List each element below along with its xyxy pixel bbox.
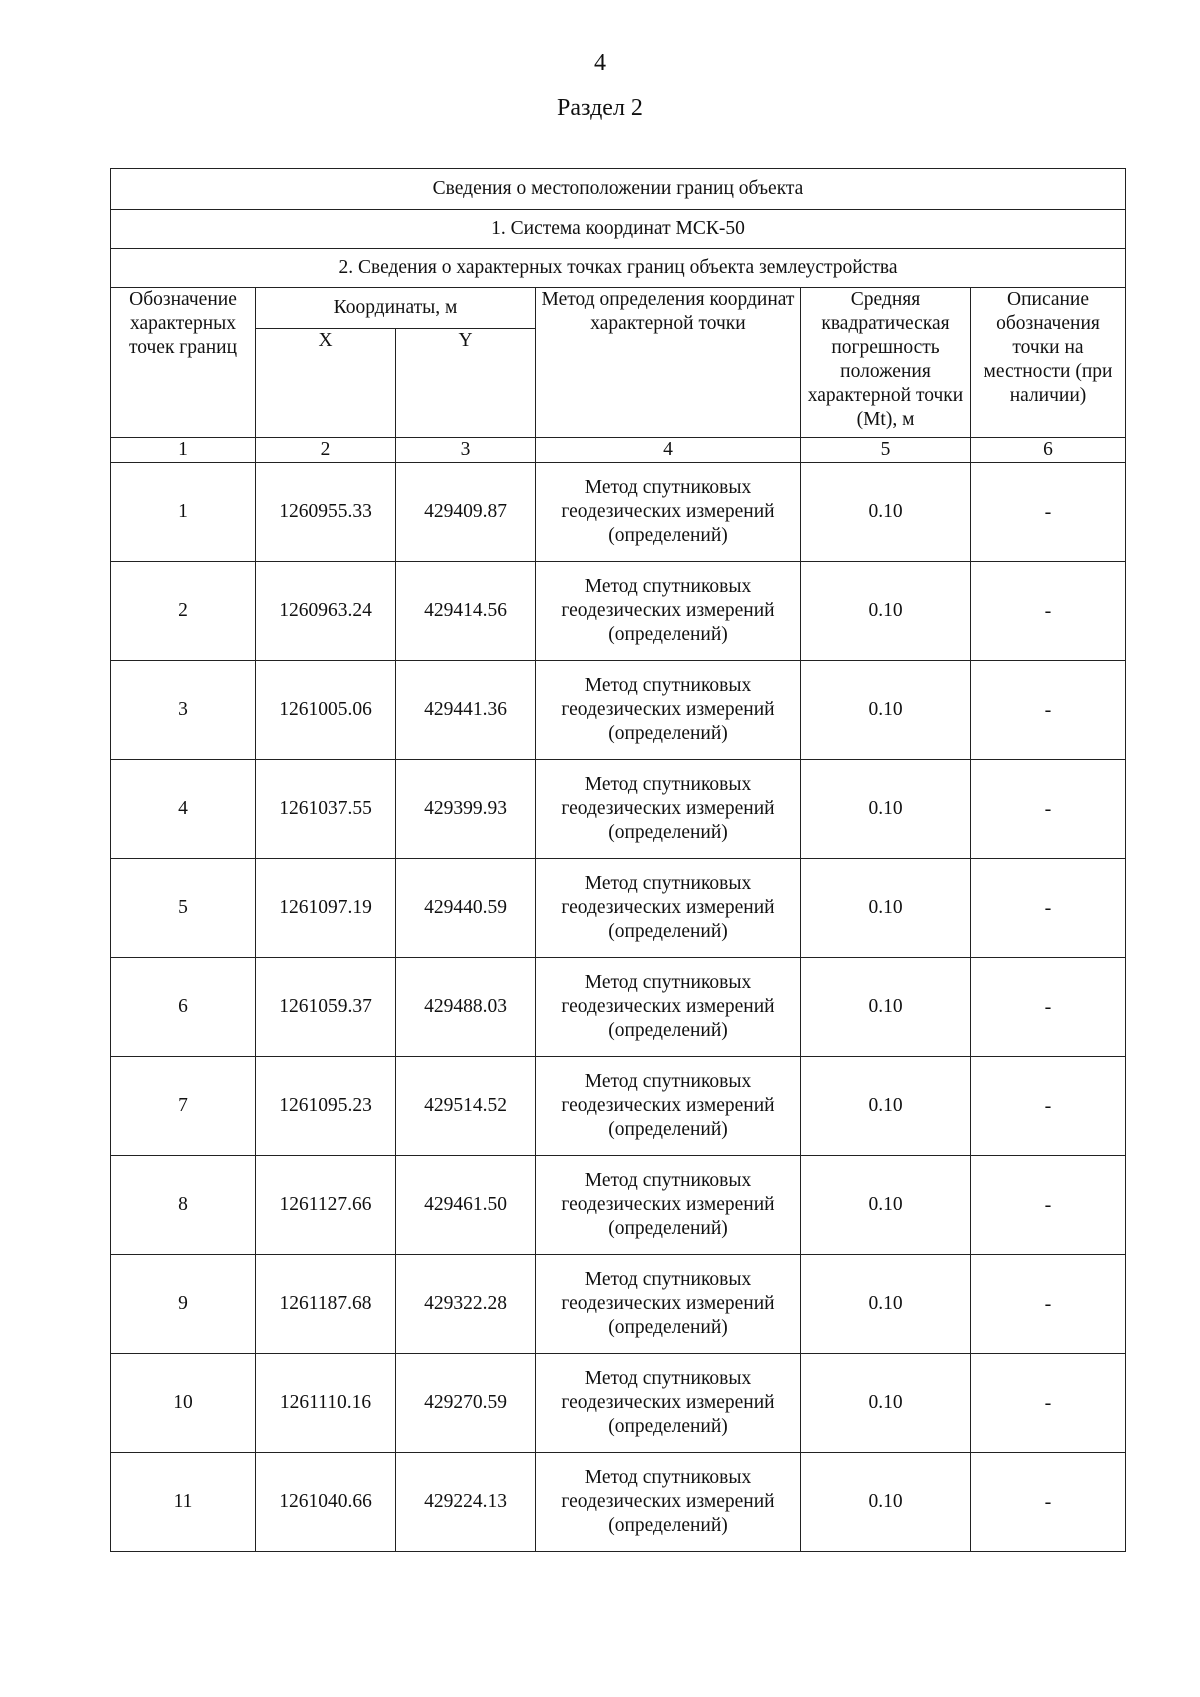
column-numbers-row <box>111 438 1126 463</box>
coord-y-cell: 429461.50 <box>396 1156 536 1255</box>
table-caption: Сведения о местоположении границ объекта <box>111 169 1126 210</box>
method-cell: Метод спутниковых геодезических измерений (определений) <box>536 463 801 562</box>
description-cell: - <box>971 1156 1126 1255</box>
coord-y-cell: 429414.56 <box>396 562 536 661</box>
error-cell: 0.10 <box>801 859 971 958</box>
point-id-cell: 10 <box>111 1354 256 1453</box>
table-row <box>111 1057 1126 1156</box>
method-cell: Метод спутниковых геодезических измерений (определений) <box>536 1156 801 1255</box>
method-cell: Метод спутниковых геодезических измерений (определений) <box>536 1354 801 1453</box>
method-cell: Метод спутниковых геодезических измерений (определений) <box>536 562 801 661</box>
header-description: Описание обозначения точки на местности (при наличии) <box>971 288 1126 438</box>
description-cell: - <box>971 1354 1126 1453</box>
point-id-cell: 3 <box>111 661 256 760</box>
coord-y-cell: 429224.13 <box>396 1453 536 1552</box>
error-cell: 0.10 <box>801 661 971 760</box>
table-row <box>111 562 1126 661</box>
description-cell: - <box>971 859 1126 958</box>
coord-y-cell: 429441.36 <box>396 661 536 760</box>
description-cell: - <box>971 1453 1126 1552</box>
coord-y-cell: 429488.03 <box>396 958 536 1057</box>
description-cell: - <box>971 760 1126 859</box>
error-cell: 0.10 <box>801 1453 971 1552</box>
coord-x-cell: 1260963.24 <box>256 562 396 661</box>
column-number: 1 <box>111 438 256 463</box>
header-x: X <box>256 329 396 438</box>
point-id-cell: 11 <box>111 1453 256 1552</box>
header-error: Средняя квадратическая погрешность положения характерной точки (Mt), м <box>801 288 971 438</box>
coord-y-cell: 429399.93 <box>396 760 536 859</box>
column-number: 5 <box>801 438 971 463</box>
method-cell: Метод спутниковых геодезических измерений (определений) <box>536 859 801 958</box>
points-section-title: 2. Сведения о характерных точках границ объекта землеустройства <box>111 249 1126 288</box>
coord-y-cell: 429322.28 <box>396 1255 536 1354</box>
coord-x-cell: 1260955.33 <box>256 463 396 562</box>
table-row <box>111 760 1126 859</box>
table-row <box>111 1453 1126 1552</box>
error-cell: 0.10 <box>801 1156 971 1255</box>
header-y: Y <box>396 329 536 438</box>
coord-x-cell: 1261059.37 <box>256 958 396 1057</box>
table-row <box>111 1354 1126 1453</box>
coord-y-cell: 429440.59 <box>396 859 536 958</box>
error-cell: 0.10 <box>801 463 971 562</box>
header-designation: Обозначение характерных точек границ <box>111 288 256 438</box>
method-cell: Метод спутниковых геодезических измерений (определений) <box>536 661 801 760</box>
boundary-points-table <box>110 168 1126 1552</box>
column-number: 6 <box>971 438 1126 463</box>
page-number: 4 <box>594 50 606 76</box>
table-row <box>111 859 1126 958</box>
point-id-cell: 6 <box>111 958 256 1057</box>
point-id-cell: 8 <box>111 1156 256 1255</box>
error-cell: 0.10 <box>801 958 971 1057</box>
coord-x-cell: 1261097.19 <box>256 859 396 958</box>
description-cell: - <box>971 562 1126 661</box>
method-cell: Метод спутниковых геодезических измерений (определений) <box>536 760 801 859</box>
description-cell: - <box>971 958 1126 1057</box>
coord-y-cell: 429409.87 <box>396 463 536 562</box>
table-row <box>111 958 1126 1057</box>
point-id-cell: 5 <box>111 859 256 958</box>
header-method: Метод определения координат характерной точки <box>536 288 801 438</box>
table-row <box>111 463 1126 562</box>
point-id-cell: 9 <box>111 1255 256 1354</box>
point-id-cell: 1 <box>111 463 256 562</box>
description-cell: - <box>971 1057 1126 1156</box>
coord-x-cell: 1261127.66 <box>256 1156 396 1255</box>
coord-y-cell: 429270.59 <box>396 1354 536 1453</box>
method-cell: Метод спутниковых геодезических измерений (определений) <box>536 958 801 1057</box>
coord-y-cell: 429514.52 <box>396 1057 536 1156</box>
column-number: 4 <box>536 438 801 463</box>
error-cell: 0.10 <box>801 760 971 859</box>
point-id-cell: 4 <box>111 760 256 859</box>
error-cell: 0.10 <box>801 1057 971 1156</box>
coord-x-cell: 1261110.16 <box>256 1354 396 1453</box>
table-row <box>111 1156 1126 1255</box>
description-cell: - <box>971 1255 1126 1354</box>
coord-x-cell: 1261040.66 <box>256 1453 396 1552</box>
coord-x-cell: 1261095.23 <box>256 1057 396 1156</box>
coordinate-system: 1. Система координат МСК-50 <box>111 210 1126 249</box>
point-id-cell: 7 <box>111 1057 256 1156</box>
error-cell: 0.10 <box>801 562 971 661</box>
error-cell: 0.10 <box>801 1255 971 1354</box>
column-number: 3 <box>396 438 536 463</box>
method-cell: Метод спутниковых геодезических измерений (определений) <box>536 1453 801 1552</box>
description-cell: - <box>971 463 1126 562</box>
method-cell: Метод спутниковых геодезических измерений (определений) <box>536 1057 801 1156</box>
description-cell: - <box>971 661 1126 760</box>
section-title: Раздел 2 <box>557 95 643 121</box>
point-id-cell: 2 <box>111 562 256 661</box>
header-coordinates: Координаты, м <box>256 288 536 329</box>
column-number: 2 <box>256 438 396 463</box>
table-row <box>111 661 1126 760</box>
table-row <box>111 1255 1126 1354</box>
error-cell: 0.10 <box>801 1354 971 1453</box>
coord-x-cell: 1261187.68 <box>256 1255 396 1354</box>
coord-x-cell: 1261037.55 <box>256 760 396 859</box>
method-cell: Метод спутниковых геодезических измерений (определений) <box>536 1255 801 1354</box>
coord-x-cell: 1261005.06 <box>256 661 396 760</box>
